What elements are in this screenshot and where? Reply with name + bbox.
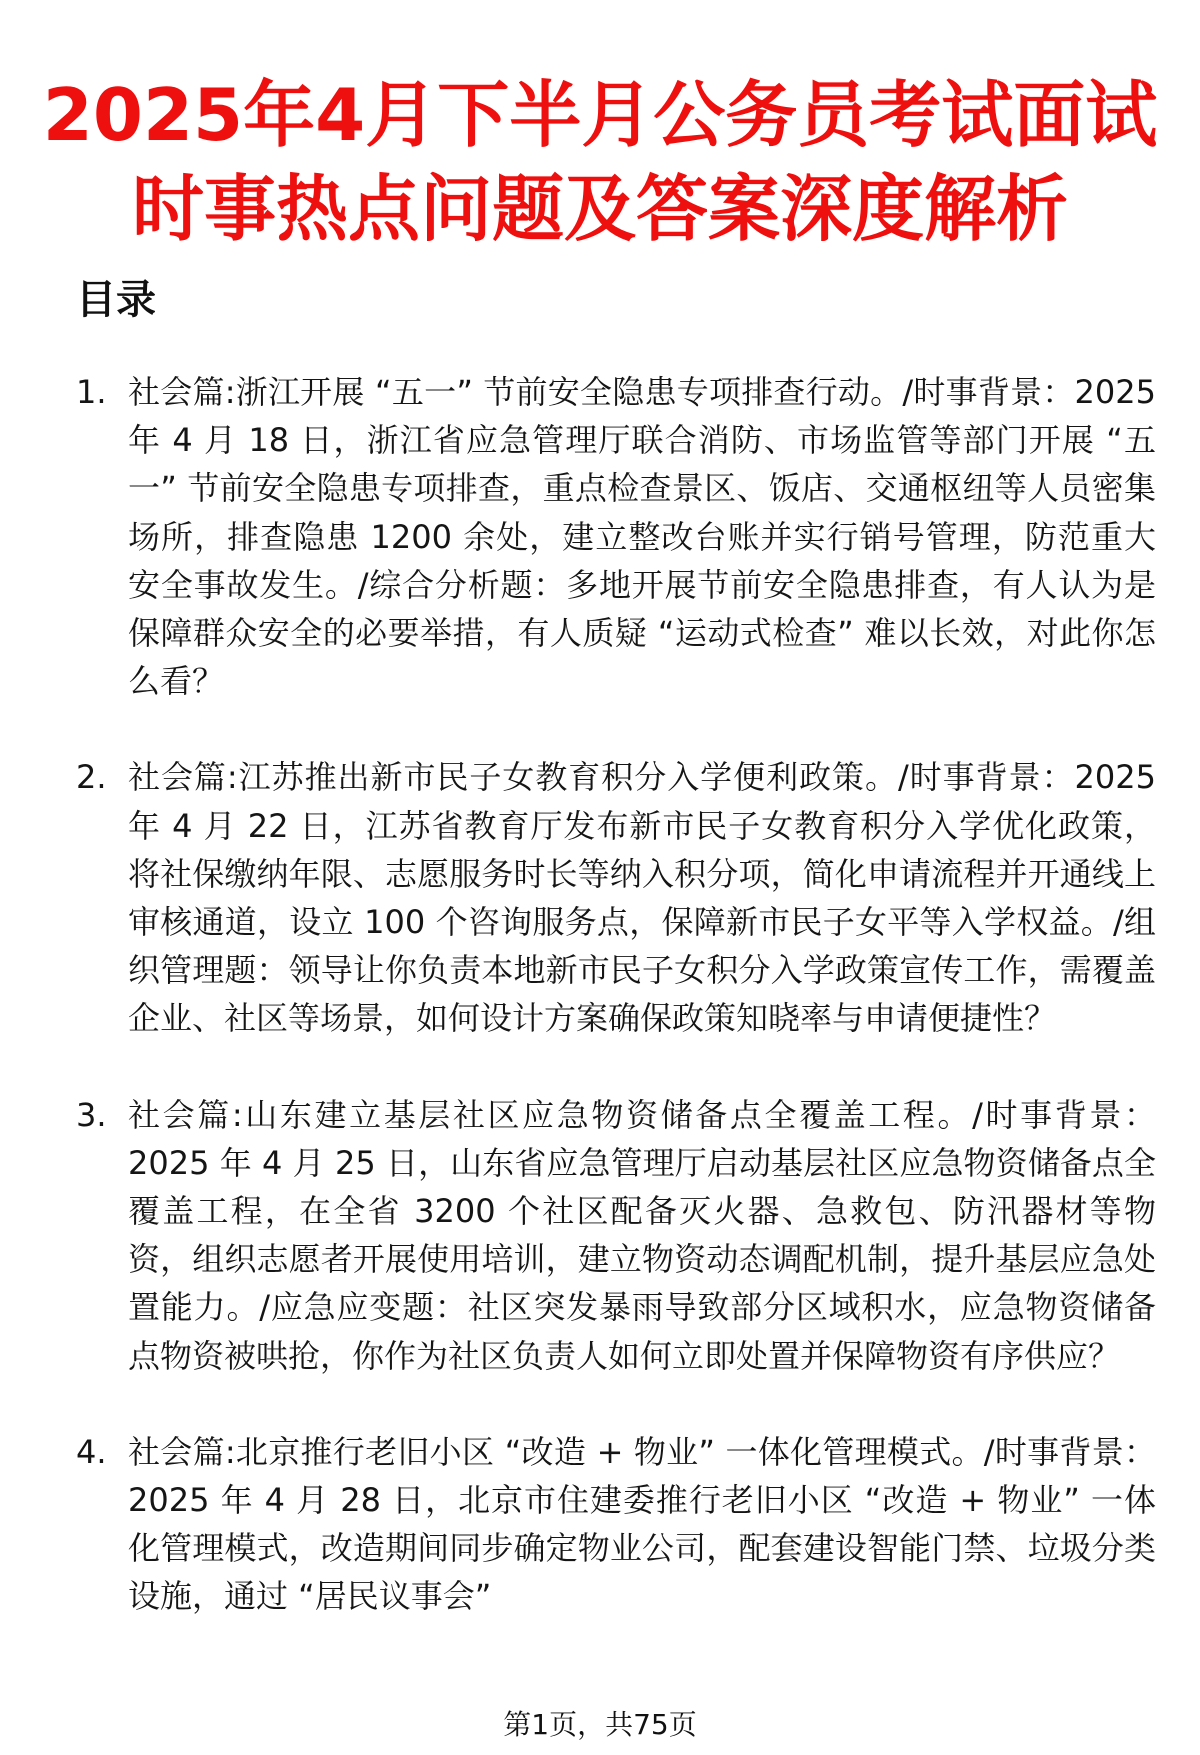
toc-item-number: 4. [76, 1432, 107, 1471]
toc-item-number: 1. [76, 373, 107, 411]
title-line-1: 2025年4月下半月公务员考试面试 [42, 73, 1158, 157]
toc-list [76, 368, 1156, 1669]
document-title [0, 68, 1200, 256]
toc-item-number: 3. [76, 1095, 107, 1134]
title-line-2: 时事热点问题及答案深度解析 [131, 167, 1068, 251]
toc-item-text: 社会篇:浙江开展 “五一” 节前安全隐患专项排查行动。/时事背景：2025 年 4 月 18 日，浙江省应急管理厅联合消防、市场监管等部门开展 “五一” 节前安全隐患专项排查，重点检查景区、饭店、交通枢纽等人员密集场所，排查隐患 1200 余处，建立整改台账并实行销号管理，防范重大安全事故发生。/综合分析题：多地开展节前安全隐患排查，有人认为是保障群众安全的必要举措，有人质疑 “运动式检查” 难以长效，对此你怎么看？ [128, 373, 1156, 701]
toc-item-2 [76, 753, 1156, 1042]
page-footer: 第1页，共75页 [503, 1708, 697, 1741]
toc-item-3 [76, 1091, 1156, 1380]
toc-item-1 [76, 368, 1156, 705]
toc-item-4 [76, 1428, 1156, 1621]
toc-heading: 目录 [76, 277, 156, 323]
toc-item-text: 社会篇:山东建立基层社区应急物资储备点全覆盖工程。/时事背景：2025 年 4 月 25 日，山东省应急管理厅启动基层社区应急物资储备点全覆盖工程，在全省 3200 个社区配备灭火器、急救包、防汛器材等物资，组织志愿者开展使用培训，建立物资动态调配机制，提升基层应急处置能力。/应急应变题：社区突发暴雨导致部分区域积水，应急物资储备点物资被哄抢，你作为社区负责人如何立即处置并保障物资有序供应？ [128, 1095, 1156, 1375]
toc-item-text: 社会篇:北京推行老旧小区 “改造 + 物业” 一体化管理模式。/时事背景：2025 年 4 月 28 日，北京市住建委推行老旧小区 “改造 + 物业” 一体化管理模式，改造期间同步确定物业公司，配套建设智能门禁、垃圾分类设施，通过 “居民议事会” [128, 1432, 1156, 1616]
toc-item-number: 2. [76, 758, 107, 797]
toc-item-text: 社会篇:江苏推出新市民子女教育积分入学便利政策。/时事背景：2025 年 4 月 22 日，江苏省教育厅发布新市民子女教育积分入学优化政策，将社保缴纳年限、志愿服务时长等纳入积分项，简化申请流程并开通线上审核通道，设立 100 个咨询服务点，保障新市民子女平等入学权益。/组织管理题：领导让你负责本地新市民子女积分入学政策宣传工作，需覆盖企业、社区等场景，如何设计方案确保政策知晓率与申请便捷性？ [128, 758, 1156, 1038]
